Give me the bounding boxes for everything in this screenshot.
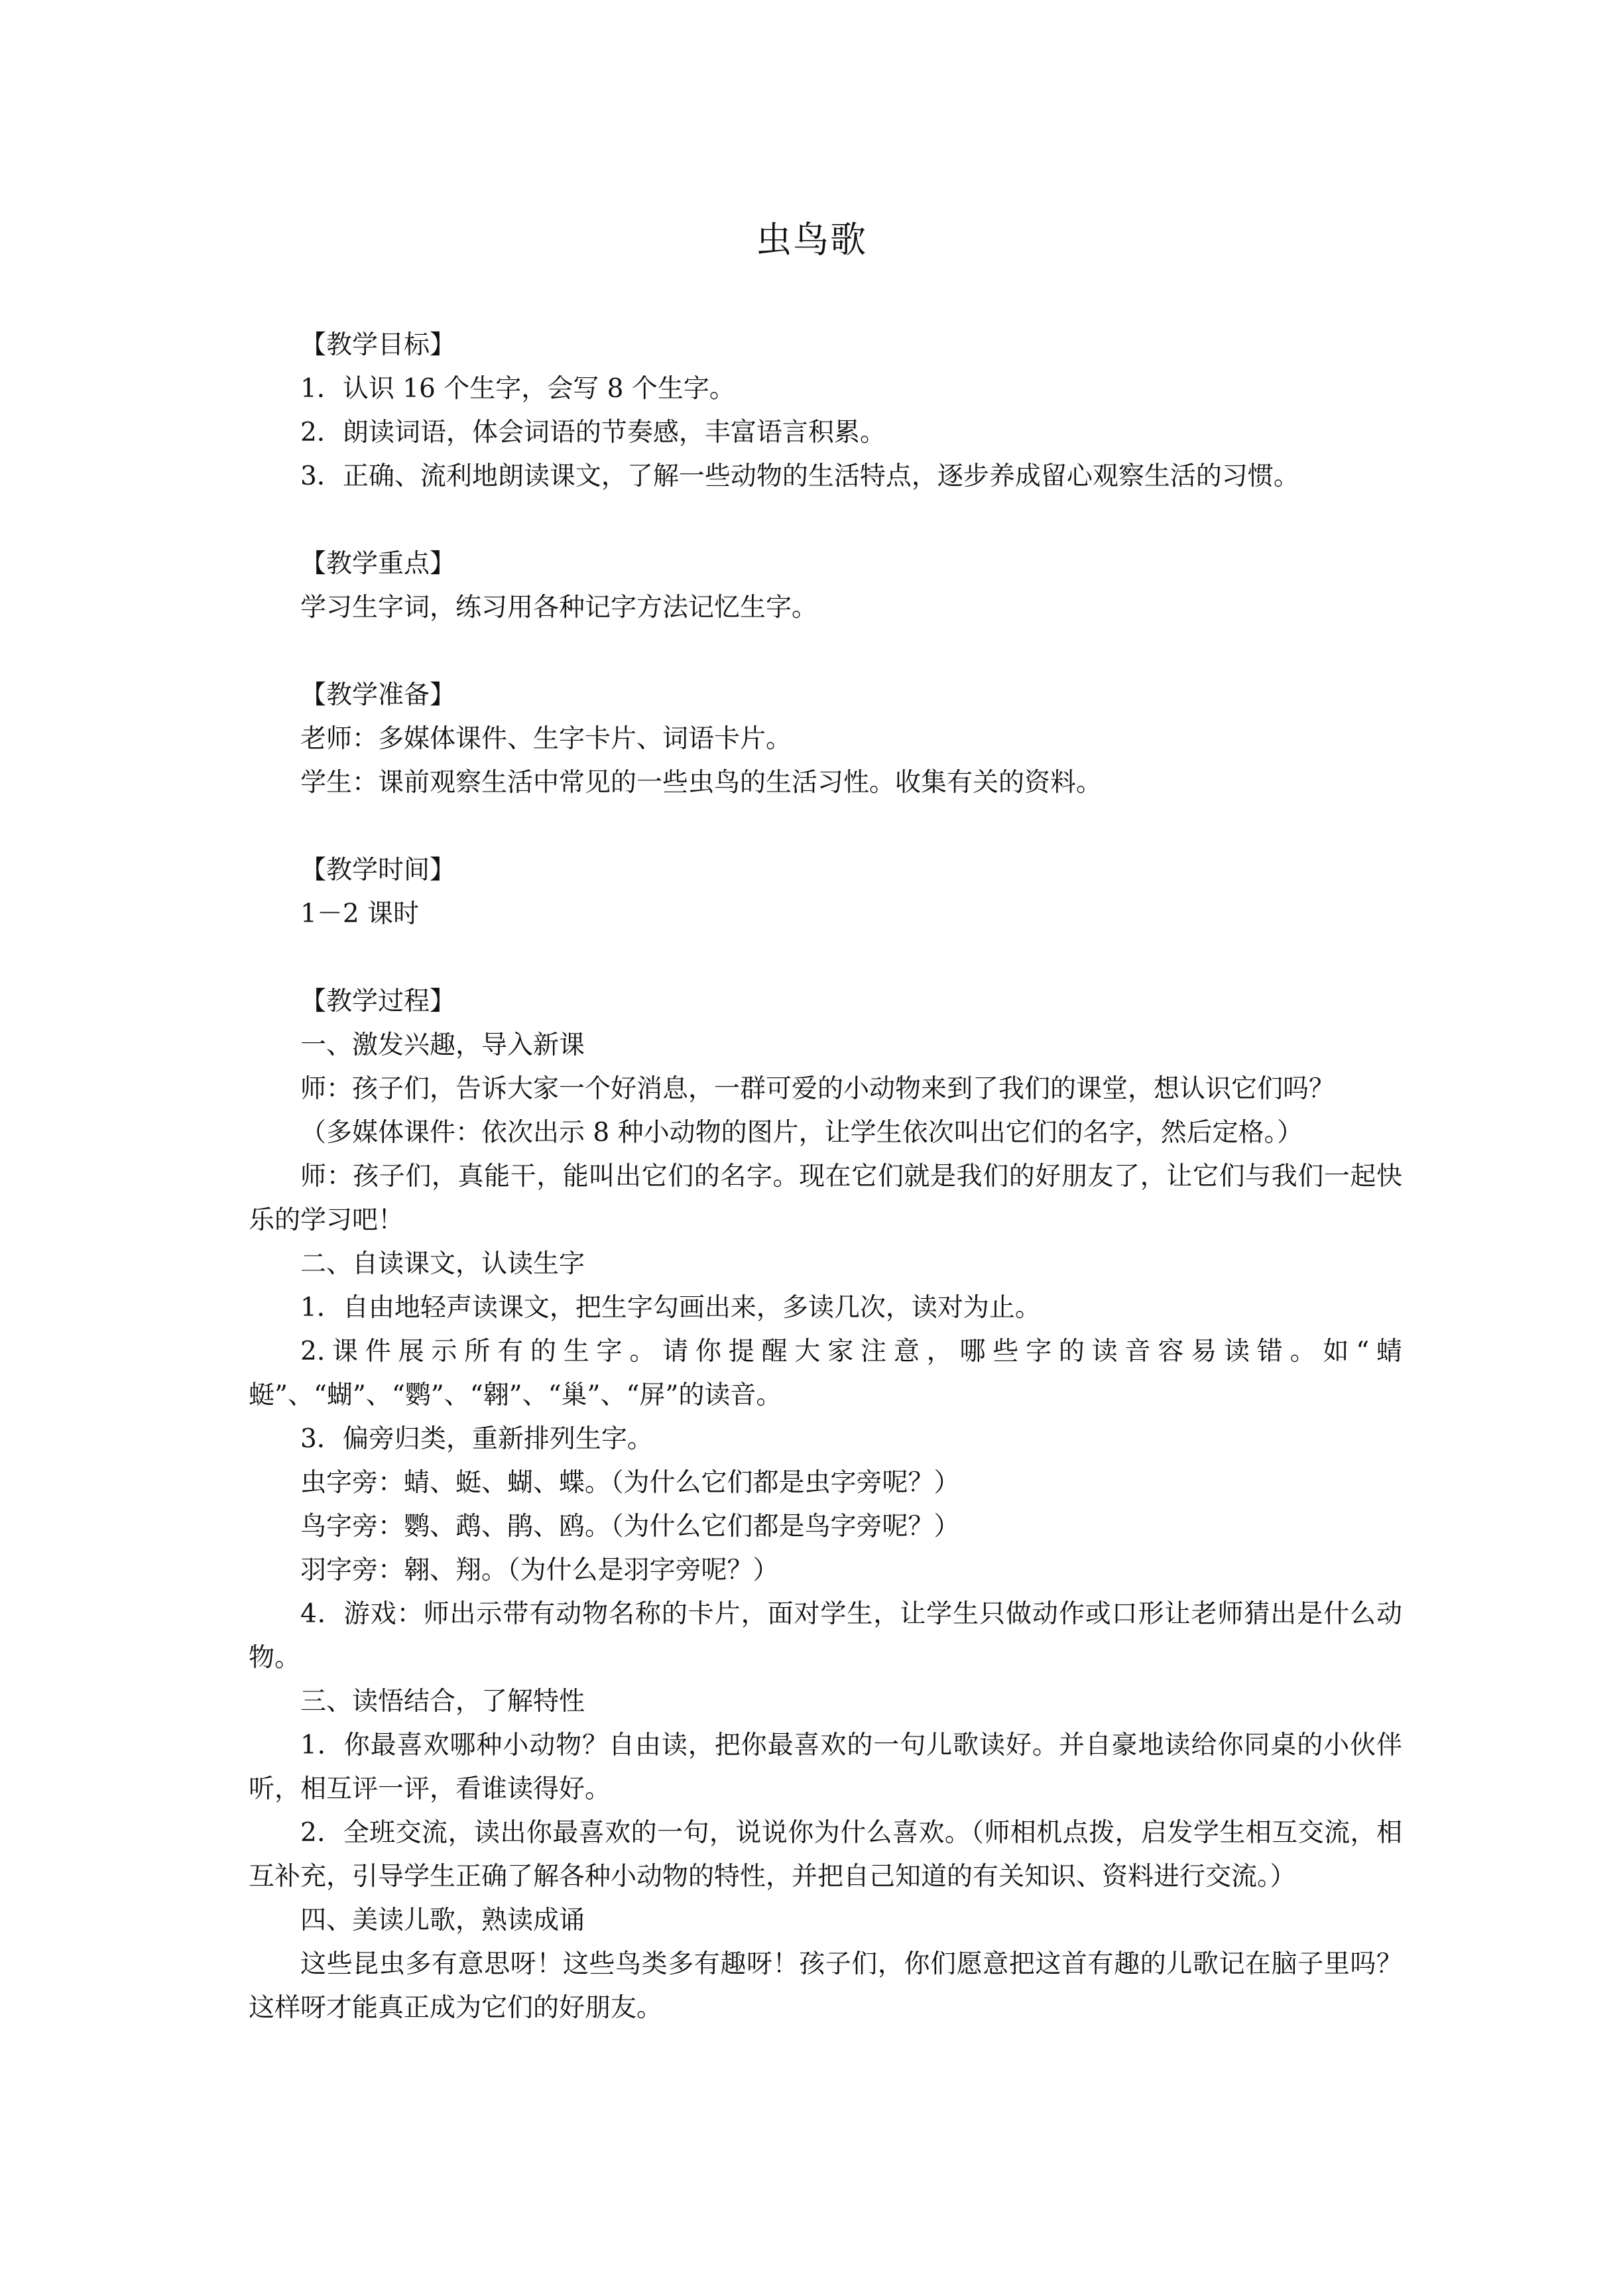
goal-item: 2．朗读词语，体会词语的节奏感，丰富语言积累。 <box>300 418 886 448</box>
process-paragraph: 鸟字旁：鹦、鹉、鹃、鸥。（为什么它们都是鸟字旁呢？） <box>300 1512 960 1541</box>
prep-student: 学生：课前观察生活中常见的一些虫鸟的生活习性。收集有关的资料。 <box>300 768 1103 798</box>
focus-text: 学习生字词，练习用各种记字方法记忆生字。 <box>300 593 818 623</box>
prep-teacher: 老师：多媒体课件、生字卡片、词语卡片。 <box>300 724 792 754</box>
section-heading-time: 【教学时间】 <box>300 855 456 885</box>
process-step-title: 一、激发兴趣，导入新课 <box>300 1030 585 1060</box>
process-paragraph: 1．你最喜欢哪种小动物？自由读，把你最喜欢的一句儿歌读好。并自豪地读给你同桌的小伙伴听，相互评一评，看谁读得好。 <box>249 1730 1402 1804</box>
process-paragraph: 师：孩子们，真能干，能叫出它们的名字。现在它们就是我们的好朋友了，让它们与我们一起快乐的学习吧！ <box>249 1162 1402 1235</box>
process-paragraph: 4．游戏：师出示带有动物名称的卡片，面对学生，让学生只做动作或口形让老师猜出是什么动物。 <box>249 1599 1402 1673</box>
process-paragraph: 羽字旁：翱、翔。（为什么是羽字旁呢？） <box>300 1555 779 1585</box>
section-heading-process: 【教学过程】 <box>300 987 456 1016</box>
process-paragraph: 师：孩子们，告诉大家一个好消息，一群可爱的小动物来到了我们的课堂，想认识它们吗？ <box>300 1074 1335 1104</box>
goal-item: 1．认识 16 个生字，会写 8 个生字。 <box>300 374 735 404</box>
section-heading-goals: 【教学目标】 <box>300 330 456 360</box>
process-paragraph: 虫字旁：蜻、蜓、蝴、蝶。（为什么它们都是虫字旁呢？） <box>300 1468 960 1498</box>
process-paragraph: 2.课件展示所有的生字。请你提醒大家注意，哪些字的读音容易读错。如“蜻蜓”、“蝴”、“鹦”、“翱”、“巢”、“屏”的读音。 <box>249 1337 1402 1410</box>
process-paragraph: 1．自由地轻声读课文，把生字勾画出来，多读几次，读对为止。 <box>300 1293 1041 1323</box>
section-heading-focus: 【教学重点】 <box>300 549 456 579</box>
process-step-title: 二、自读课文，认读生字 <box>300 1249 585 1279</box>
process-paragraph: 3．偏旁归类，重新排列生字。 <box>300 1424 653 1454</box>
document-body <box>249 324 1402 2030</box>
goal-item: 3．正确、流利地朗读课文，了解一些动物的生活特点，逐步养成留心观察生活的习惯。 <box>300 461 1299 491</box>
time-text: 1－2 课时 <box>300 899 420 929</box>
process-paragraph: 2．全班交流，读出你最喜欢的一句，说说你为什么喜欢。（师相机点拨，启发学生相互交流，相互补充，引导学生正确了解各种小动物的特性，并把自己知道的有关知识、资料进行交流。） <box>249 1818 1402 1892</box>
document-title: 虫鸟歌 <box>756 219 867 261</box>
section-heading-prep: 【教学准备】 <box>300 680 456 710</box>
process-paragraph: 这些昆虫多有意思呀！这些鸟类多有趣呀！孩子们，你们愿意把这首有趣的儿歌记在脑子里吗？这样呀才能真正成为它们的好朋友。 <box>249 1949 1402 2023</box>
process-paragraph: （多媒体课件：依次出示 8 种小动物的图片，让学生依次叫出它们的名字，然后定格。） <box>300 1118 1303 1148</box>
process-step-title: 四、美读儿歌，熟读成诵 <box>300 1905 585 1935</box>
process-step-title: 三、读悟结合，了解特性 <box>300 1687 585 1717</box>
